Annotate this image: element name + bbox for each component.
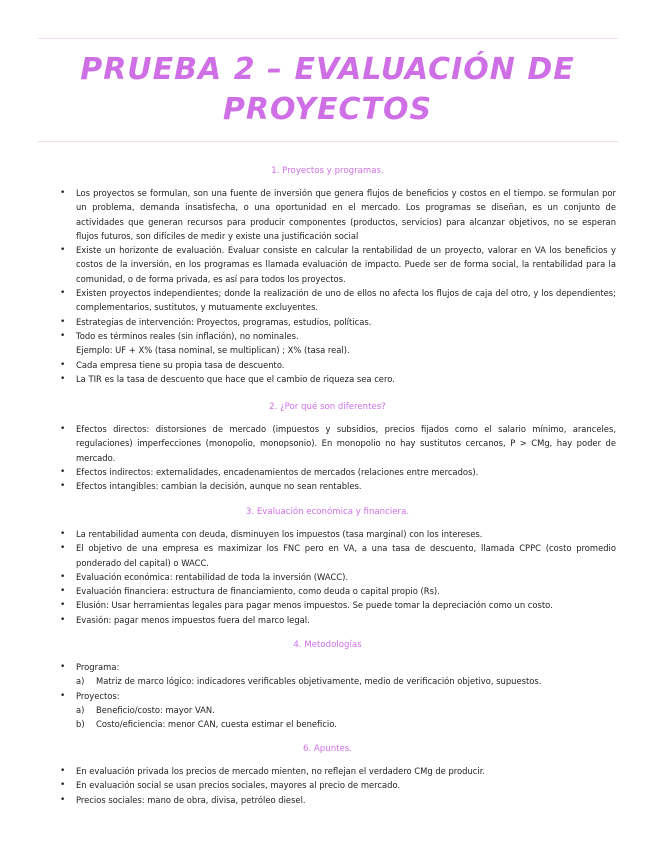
sub-item-text: Beneficio/costo: mayor VAN. bbox=[96, 704, 215, 715]
section-2-list bbox=[60, 422, 616, 493]
list-item: • Proyectos: bbox=[60, 689, 616, 703]
page-title: PRUEBA 2 – EVALUACIÓN DE PROYECTOS bbox=[80, 52, 575, 127]
list-item: • Existe un horizonte de evaluación. Evaluar consiste en calcular la rentabilidad de un proyecto, valorar en VA los beneficios y costos de la inversión, en los programas es llamada evaluación de impacto. Puede ser de forma social, la rentabilidad para la comunidad, o de forma privada, es así para todos los proyectos. bbox=[60, 243, 616, 286]
list-item: • Programa: bbox=[60, 660, 616, 674]
sub-list-item bbox=[60, 703, 616, 717]
list-item: • Evasión: pagar menos impuestos fuera del marco legal. bbox=[60, 613, 616, 627]
list-item: • En evaluación privada los precios de mercado mienten, no reflejan el verdadero CMg de producir. bbox=[60, 764, 616, 778]
list-item: • La rentabilidad aumenta con deuda, disminuyen los impuestos (tasa marginal) con los intereses. bbox=[60, 527, 616, 541]
list-item: • En evaluación social se usan precios sociales, mayores al precio de mercado. bbox=[60, 778, 616, 792]
list-item: • Elusión: Usar herramientas legales para pagar menos impuestos. Se puede tomar la depreciación como un costo. bbox=[60, 598, 616, 612]
section-4-list bbox=[60, 660, 616, 731]
list-item: • Precios sociales: mano de obra, divisa, petróleo diesel. bbox=[60, 793, 616, 807]
list-item: • Existen proyectos independientes; donde la realización de uno de ellos no afecta los flujos de caja del otro, y los dependientes; complementarios, sustitutos, y mutuamente excluyentes. bbox=[60, 286, 616, 315]
list-item: • Efectos indirectos: externalidades, encadenamientos de mercados (relaciones entre mercados). bbox=[60, 465, 616, 479]
section-heading-6: 6. Apuntes. bbox=[302, 744, 353, 754]
section-heading-3: 3. Evaluación económica y financiera. bbox=[245, 507, 410, 517]
sub-list-item bbox=[60, 717, 616, 731]
list-item: • Evaluación financiera: estructura de financiamiento, como deuda o capital propio (Rs). bbox=[60, 584, 616, 598]
sub-item-text: Matriz de marco lógico: indicadores verificables objetivamente, medio de verificación objetivo, supuestos. bbox=[96, 676, 542, 687]
section-6-list bbox=[60, 764, 616, 807]
list-item: • Todo es términos reales (sin inflación), no nominales. bbox=[60, 329, 616, 343]
sub-list-item bbox=[60, 674, 616, 688]
list-item: • Los proyectos se formulan, son una fuente de inversión que genera flujos de beneficios y costos en el tiempo. se formulan por un problema, demanda insatisfecha, o una oportunidad en el mercado. Los programas se diseñan, es un conjunto de actividades que generan recursos para producir componentes (productos, servicios) para alcanzar objetivos, no se esperan flujos futuros, son difíciles de medir y existe una justificación social bbox=[60, 186, 616, 243]
sub-item-marker: a) bbox=[76, 676, 85, 687]
list-item: • Cada empresa tiene su propia tasa de descuento. bbox=[60, 358, 616, 372]
section-3-list bbox=[60, 527, 616, 627]
section-heading-2: 2. ¿Por qué son diferentes? bbox=[269, 402, 386, 412]
section-heading-1: 1. Proyectos y programas. bbox=[271, 166, 384, 176]
sub-item-text: Costo/eficiencia: menor CAN, cuesta estimar el beneficio. bbox=[96, 719, 337, 730]
list-item-continuation: Ejemplo: UF + X% (tasa nominal, se multiplican) ; X% (tasa real). bbox=[76, 345, 350, 356]
top-divider bbox=[38, 38, 618, 39]
list-item: • Efectos directos: distorsiones de mercado (impuestos y subsidios, precios fijados como el salario mínimo, aranceles, regulaciones) imperfecciones (monopolio, monopsonio). En monopolio no hay sustitutos cercanos, P > CMg, hay poder de mercado. bbox=[60, 422, 616, 465]
list-item: • La TIR es la tasa de descuento que hace que el cambio de riqueza sea cero. bbox=[60, 372, 616, 386]
list-item: • El objetivo de una empresa es maximizar los FNC pero en VA, a una tasa de descuento, llamada CPPC (costo promedio ponderado del capital) o WACC. bbox=[60, 541, 616, 570]
title-divider bbox=[38, 141, 618, 142]
list-item: • Estrategias de intervención: Proyectos, programas, estudios, políticas. bbox=[60, 315, 616, 329]
list-item: • Efectos intangibles: cambian la decisión, aunque no sean rentables. bbox=[60, 479, 616, 493]
section-1-list bbox=[60, 186, 616, 386]
sub-item-marker: b) bbox=[76, 719, 85, 730]
section-heading-4: 4. Metodologías bbox=[293, 640, 362, 650]
list-item: • Evaluación económica: rentabilidad de toda la inversión (WACC). bbox=[60, 570, 616, 584]
sub-item-marker: a) bbox=[76, 704, 85, 715]
